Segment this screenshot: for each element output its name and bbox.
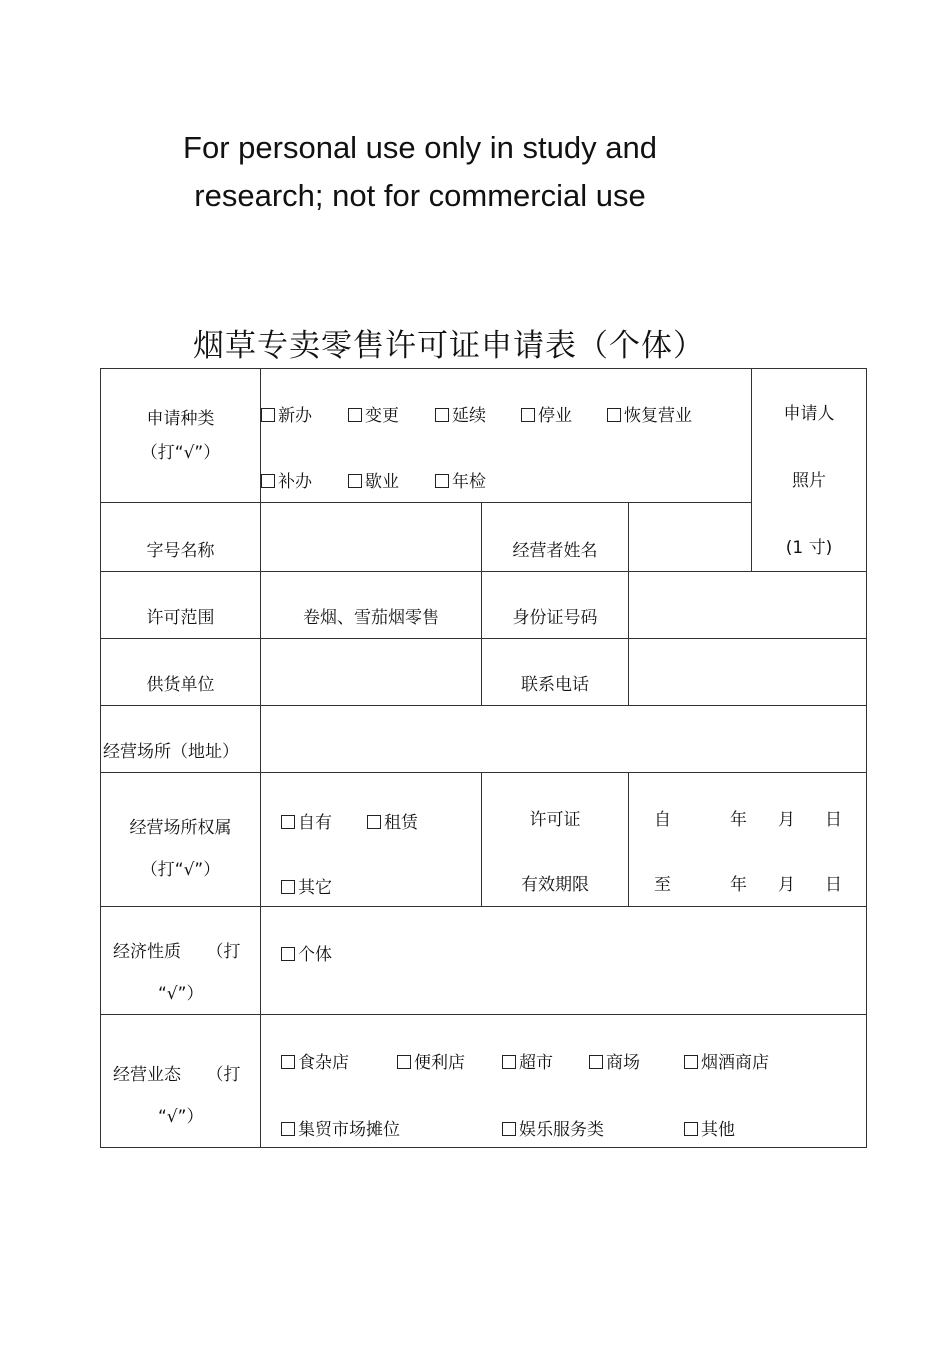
checkbox-icon[interactable]: [502, 1122, 516, 1136]
license-scope-label: 许可范围: [101, 572, 261, 639]
ownership-option[interactable]: 租赁: [367, 808, 418, 833]
economy-label: 经济性质 （打 “√”）: [101, 907, 261, 1015]
business-format-option[interactable]: 商场: [589, 1048, 684, 1073]
applicant-photo-box[interactable]: [752, 369, 867, 572]
ownership-option[interactable]: 自有: [281, 808, 367, 833]
checkbox-icon[interactable]: [435, 474, 449, 488]
apply-type-option[interactable]: 延续: [435, 401, 521, 426]
business-format-option[interactable]: 烟酒商店: [684, 1048, 769, 1073]
phone-label: 联系电话: [482, 639, 629, 706]
form-title: 烟草专卖零售许可证申请表（个体）: [193, 328, 705, 364]
application-form-table: [100, 368, 867, 1148]
supplier-label: 供货单位: [101, 639, 261, 706]
license-scope-value: 卷烟、雪茄烟零售: [261, 572, 482, 639]
watermark-line-2: research; not for commercial use: [194, 178, 646, 213]
address-label: 经营场所（地址）: [101, 706, 261, 773]
apply-type-label: 申请种类 （打“√”）: [101, 369, 261, 503]
checkbox-icon[interactable]: [502, 1055, 516, 1069]
operator-name-field[interactable]: [629, 503, 752, 572]
apply-type-options: [261, 369, 752, 503]
apply-type-option[interactable]: 歇业: [348, 467, 435, 492]
validity-from: 自 年 月 日: [654, 810, 842, 830]
photo-label-3: (1 寸): [785, 538, 833, 558]
checkbox-icon[interactable]: [281, 1055, 295, 1069]
economy-option[interactable]: 个体: [281, 940, 332, 965]
checkbox-icon[interactable]: [348, 474, 362, 488]
validity-label: 许可证 有效期限: [482, 773, 629, 907]
photo-label-2: 照片: [792, 471, 826, 491]
apply-type-option[interactable]: 新办: [261, 401, 348, 426]
apply-type-option[interactable]: 停业: [521, 401, 607, 426]
id-number-label: 身份证号码: [482, 572, 629, 639]
checkbox-icon[interactable]: [435, 408, 449, 422]
apply-type-option[interactable]: 补办: [261, 467, 348, 492]
ownership-option[interactable]: 其它: [281, 873, 332, 898]
checkbox-icon[interactable]: [521, 408, 535, 422]
ownership-options: [261, 773, 482, 907]
business-format-option[interactable]: 集贸市场摊位: [281, 1115, 502, 1140]
store-name-label: 字号名称: [101, 503, 261, 572]
economy-options: [261, 907, 867, 1015]
apply-type-option[interactable]: 变更: [348, 401, 435, 426]
ownership-label: 经营场所权属 （打“√”）: [101, 773, 261, 907]
checkbox-icon[interactable]: [281, 880, 295, 894]
business-format-option[interactable]: 便利店: [397, 1048, 502, 1073]
checkbox-icon[interactable]: [348, 408, 362, 422]
checkbox-icon[interactable]: [281, 1122, 295, 1136]
checkbox-icon[interactable]: [261, 408, 275, 422]
operator-name-label: 经营者姓名: [482, 503, 629, 572]
address-field[interactable]: [261, 706, 867, 773]
checkbox-icon[interactable]: [684, 1122, 698, 1136]
checkbox-icon[interactable]: [367, 815, 381, 829]
photo-label-1: 申请人: [783, 404, 835, 424]
business-format-option[interactable]: 其他: [684, 1115, 735, 1140]
watermark-notice: [150, 124, 690, 220]
store-name-field[interactable]: [261, 503, 482, 572]
id-number-field[interactable]: [629, 572, 867, 639]
watermark-line-1: For personal use only in study and: [183, 130, 657, 165]
phone-field[interactable]: [629, 639, 867, 706]
checkbox-icon[interactable]: [397, 1055, 411, 1069]
business-format-option[interactable]: 娱乐服务类: [502, 1115, 684, 1140]
business-format-option[interactable]: 超市: [502, 1048, 589, 1073]
apply-type-option[interactable]: 恢复营业: [607, 401, 692, 426]
validity-to: 至 年 月 日: [654, 875, 842, 895]
business-format-option[interactable]: 食杂店: [281, 1048, 397, 1073]
checkbox-icon[interactable]: [607, 408, 621, 422]
apply-type-option[interactable]: 年检: [435, 467, 486, 492]
validity-dates[interactable]: [629, 773, 867, 907]
checkbox-icon[interactable]: [684, 1055, 698, 1069]
supplier-field[interactable]: [261, 639, 482, 706]
business-format-label: 经营业态 （打 “√”）: [101, 1015, 261, 1148]
checkbox-icon[interactable]: [281, 815, 295, 829]
checkbox-icon[interactable]: [589, 1055, 603, 1069]
checkbox-icon[interactable]: [281, 947, 295, 961]
checkbox-icon[interactable]: [261, 474, 275, 488]
business-format-options: [261, 1015, 867, 1148]
